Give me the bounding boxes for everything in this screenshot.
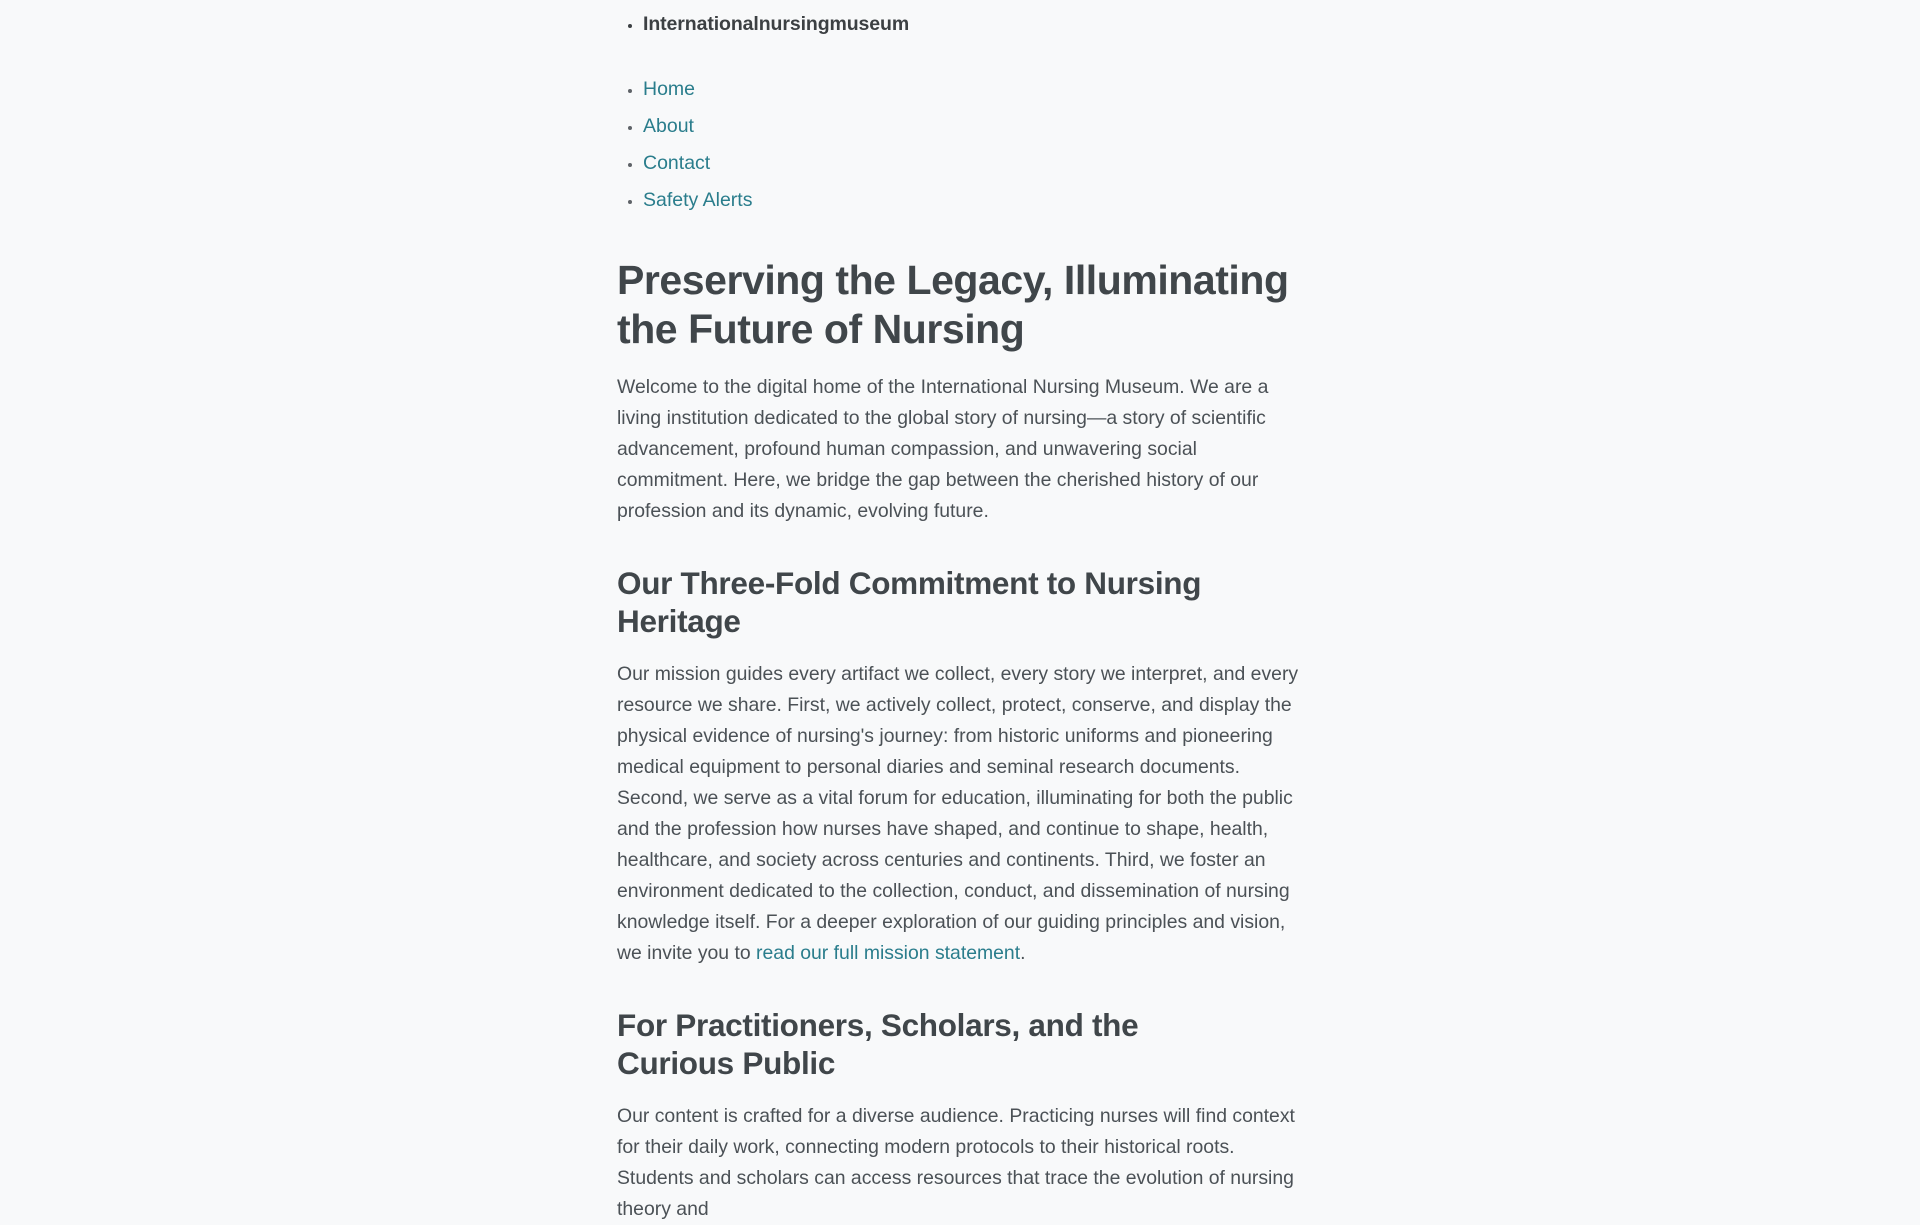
commitment-text-before-link: Our mission guides every artifact we collect, every story we interpret, and every resource we share. First, we actively collect, protect, conserve, and display the physical evidence of nursing's journey: from historic uniforms and pioneering medical equipment to personal diaries and seminal research documents. Second, we serve as a vital forum for education, illuminating for both the public and the profession how nurses have shaped, and continue to shape, health, healthcare, and society across centuries and continents. Third, we foster an environment dedicated to the collection, conduct, and dissemination of nursing knowledge itself. For a deeper exploration of our guiding principles and vision, we invite you to (617, 663, 1299, 964)
nav-link-contact[interactable]: Contact (643, 152, 711, 175)
section-paragraph-audience: Our content is crafted for a diverse audience. Practicing nurses will find context for their daily work, connecting modern protocols to their historical roots. Students and scholars can access resources that trace the evolution of nursing theory and (617, 1105, 1295, 1221)
section-paragraph-commitment (617, 659, 1305, 968)
section-heading-commitment: Our Three-Fold Commitment to Nursing Heritage (617, 564, 1202, 639)
nav-item-safety-alerts[interactable] (643, 188, 1305, 212)
nav-item-home[interactable] (643, 77, 1305, 101)
page-title: Preserving the Legacy, Illuminating the Future of Nursing (617, 257, 1289, 352)
nav-link-safety-alerts[interactable]: Safety Alerts (643, 189, 753, 211)
nav-item-about[interactable] (643, 114, 1305, 138)
mission-statement-link[interactable]: read our full mission statement (756, 941, 1021, 964)
nav-item-contact[interactable] (643, 151, 1305, 175)
primary-navigation (617, 77, 1305, 212)
nav-link-home[interactable]: Home (643, 78, 696, 101)
section-heading-audience: For Practitioners, Scholars, and the Curious Public (617, 1006, 1139, 1081)
nav-link-about[interactable]: About (643, 115, 694, 138)
intro-paragraph: Welcome to the digital home of the International Nursing Museum. We are a living institution dedicated to the global story of nursing—a story of scientific advancement, profound human compassion, and unwavering social commitment. Here, we bridge the gap between the cherished history of our profession and its dynamic, evolving future. (617, 376, 1269, 522)
site-brand-name: Internationalnursingmuseum (643, 13, 910, 35)
content-column (617, 0, 1305, 1225)
brand-list (617, 12, 1305, 36)
commitment-text-after-link: . (1020, 941, 1026, 964)
brand-list-item (643, 12, 1305, 36)
